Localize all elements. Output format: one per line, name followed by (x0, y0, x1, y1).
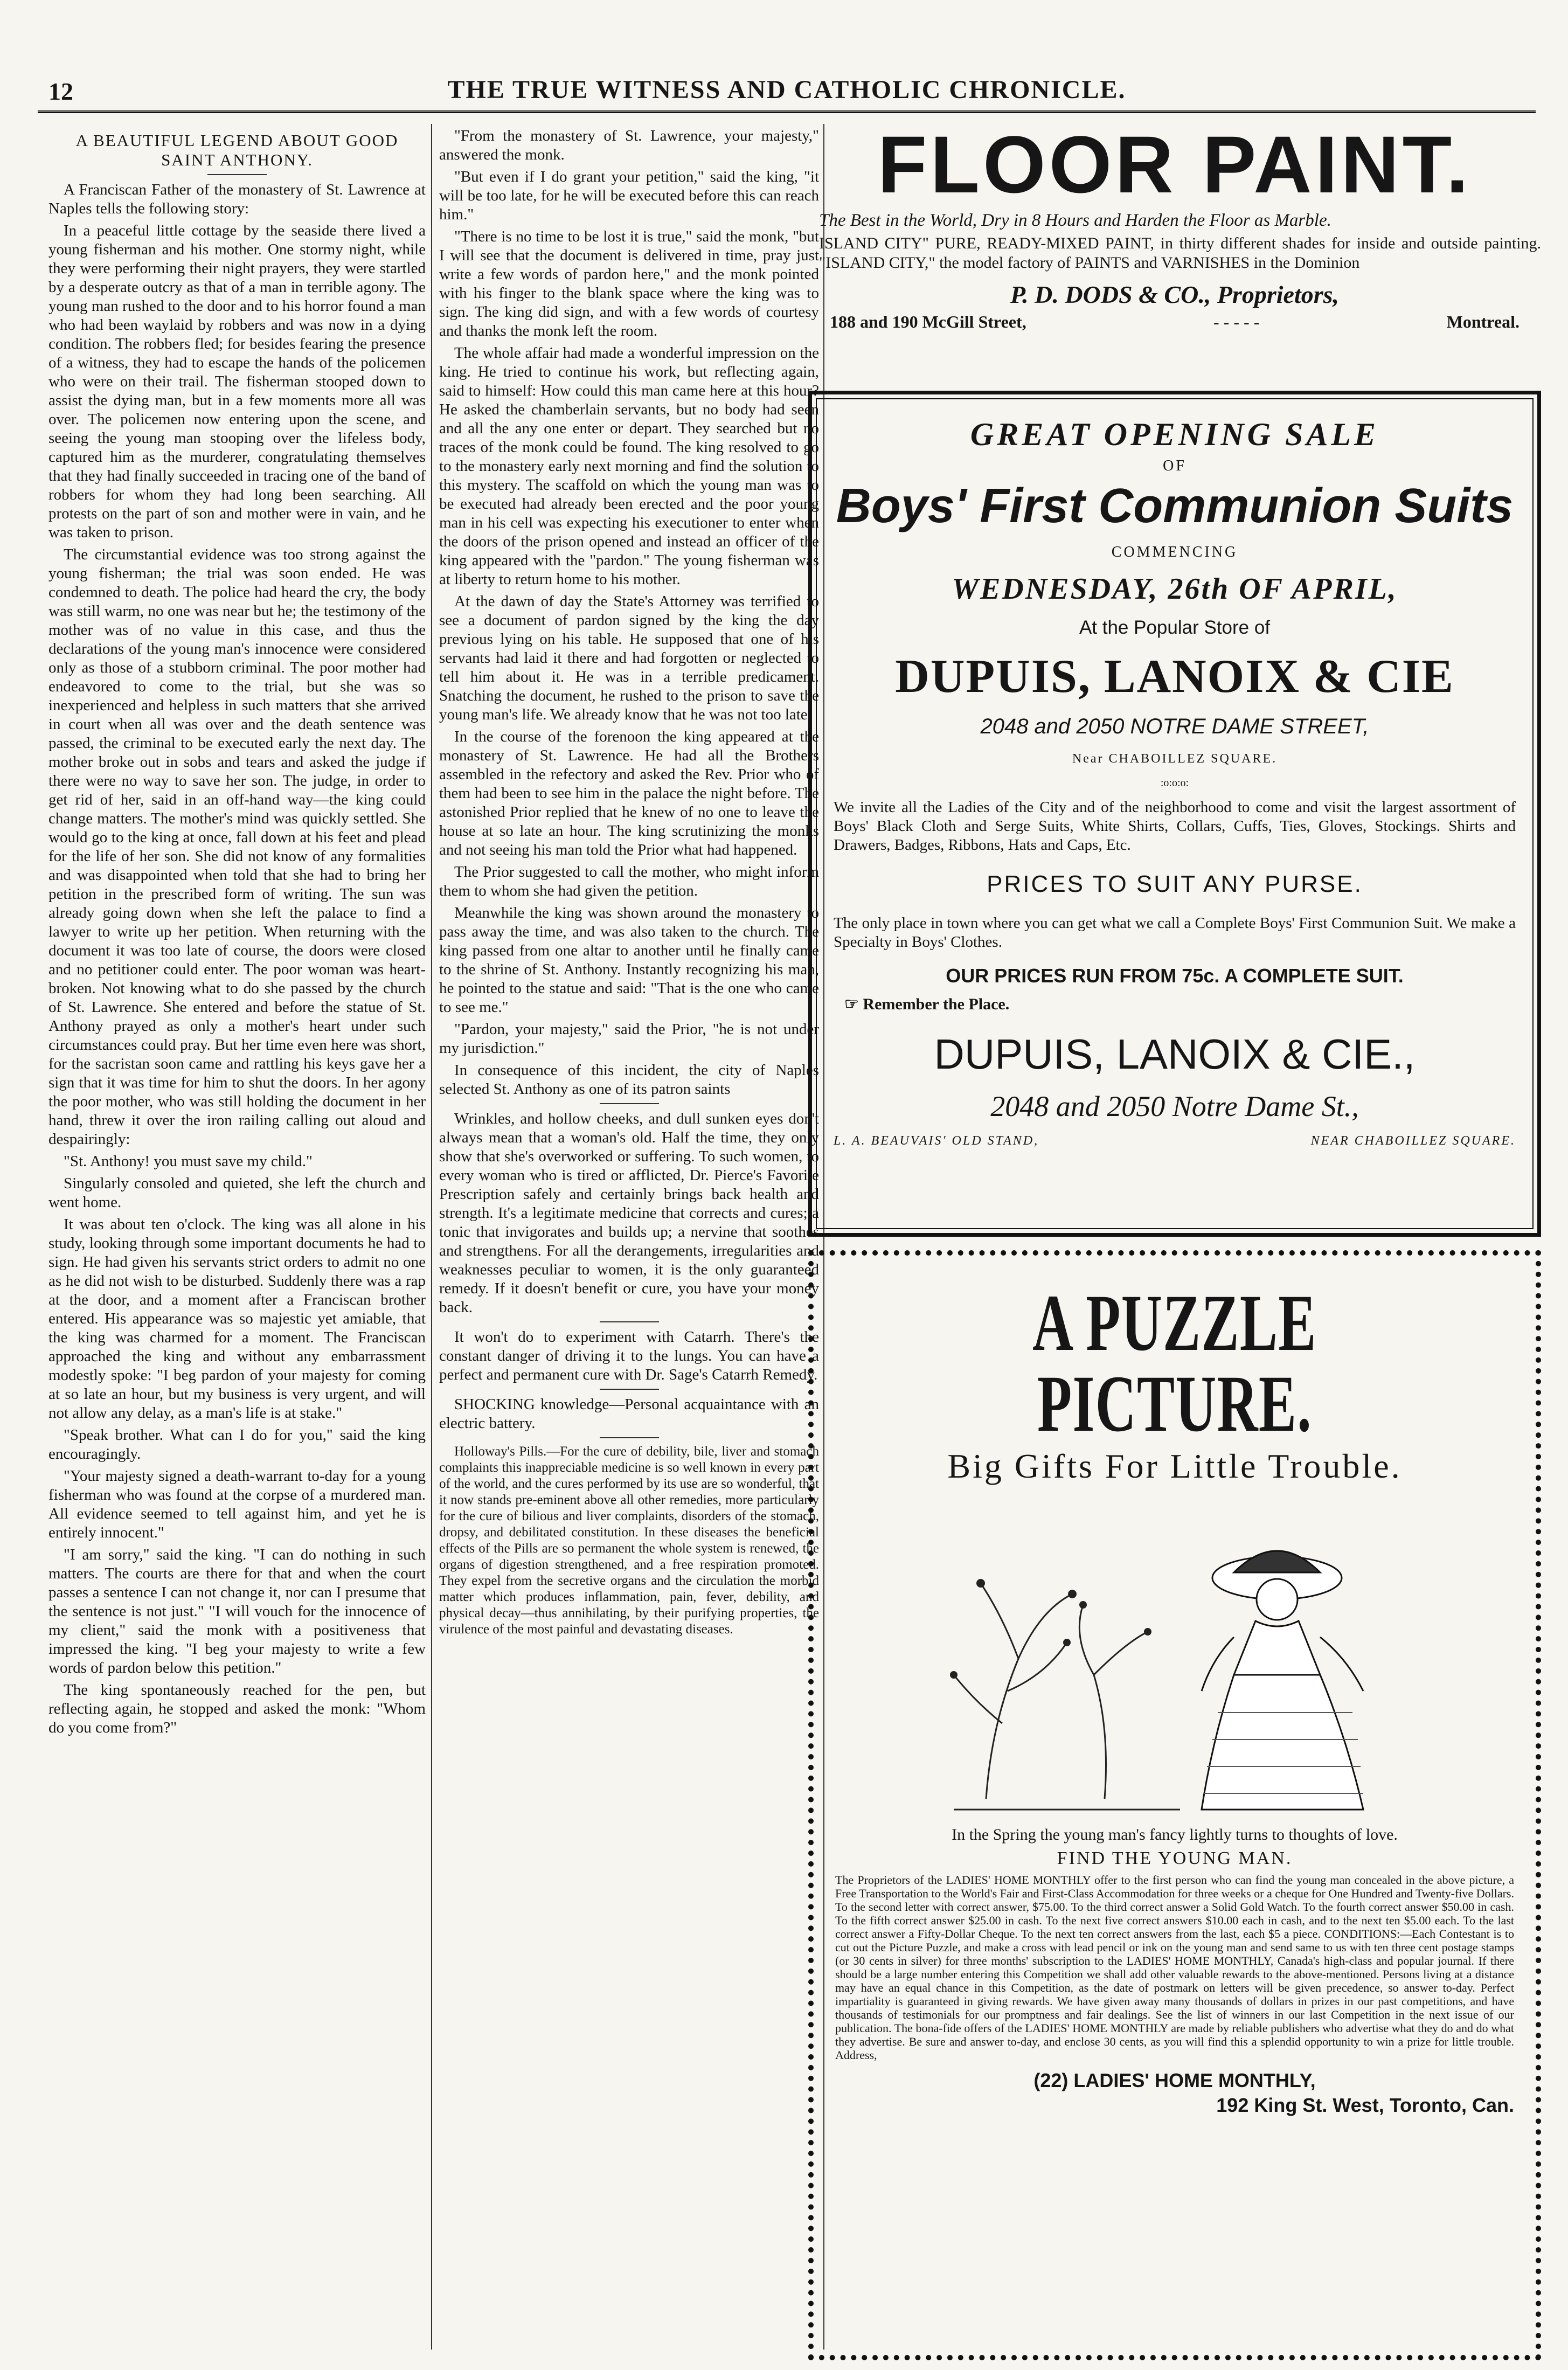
puzzle-find: FIND THE YOUNG MAN. (1057, 1848, 1293, 1868)
floor-paint-proprietors: P. D. DODS & CO., Proprietors, (1010, 281, 1339, 308)
puzzle-address: 192 King St. West, Toronto, Can. (1216, 2094, 1514, 2116)
floor-paint-address: 188 and 190 McGill Street, (830, 312, 1026, 331)
sale-store-line: At the Popular Store of (1079, 617, 1271, 638)
paragraph: "I am sorry," said the king. "I can do nothing in such matters. The courts are there for that and when the court passes a sentence I can not change it, nor can I presume that the sentence is not just." "I will vouch for the innocence of my client," said the monk with a positiveness that impressed the king. "I beg your majesty to write a few words of pardon below this petition." (48, 1546, 426, 1676)
holloway-ad: Holloway's Pills.—For the cure of debility, bile, liver and stomach complaints this inappreciable medicine is so well known in every part of the world, and the cures performed by its use are so wonderful, that it now stands pre-eminent above all other remedies, more particularly for the cure of bilious and liver complaints, disorders of the stomach, dropsy, and debilitated constitution. In these diseases the beneficial effects of the Pills are so permanent the whole system is renewed, the organs of digestion strengthened, and a free respiration promoted. They expel from the secretive organs and the circulation the morbid matter which produces inflammation, pain, fever, debility, and physical decay—thus annihilating, by their purifying properties, the virulence of the most painful and devastating diseases. (439, 1444, 819, 1637)
sale-footer (834, 1134, 1516, 1148)
paragraph: A Franciscan Father of the monastery of St. Lawrence at Naples tells the following story: (48, 181, 426, 217)
divider (207, 174, 267, 175)
sale-firm: DUPUIS, LANOIX & CIE (895, 650, 1454, 703)
sale-date: WEDNESDAY, 26th OF APRIL, (952, 572, 1398, 606)
page-header (38, 73, 1536, 113)
floor-paint-city: Montreal. (1446, 312, 1520, 331)
paragraph: "There is no time to be lost it is true," said the monk, "but I will see that the document is delivered in time, pray just write a few words of pardon here," and the monk pointed with his finger to the blank space where the king was to sign. The king did sign, and with a few words of courtesy and thanks the monk left the room. (439, 228, 819, 339)
sale-foot-left: L. A. BEAUVAIS' OLD STAND, (834, 1134, 1039, 1148)
paragraph: "Speak brother. What can I do for you," said the king encouragingly. (48, 1426, 426, 1463)
paragraph: In the course of the forenoon the king appeared at the monastery of St. Lawrence. He had all the Brothers assembled in the refectory and asked the Rev. Prior who of them had been to see him in the palace the night before. The astonished Prior replied that he knew of no one to leave the house at so late an hour. The king scrutinizing the monks and not seeing his man told the Prior what had happened. (439, 728, 819, 858)
pierce-ad: Wrinkles, and hollow cheeks, and dull sunken eyes don't always mean that a woman's old. Half the time, they only show that she's overworked or suffering. To such women, to every woman who is tired or afflicted, Dr. Pierce's Favorite Prescription safely and certainly brings back health and strength. It's a legitimate medicine that corrects and cures; a tonic that invigorates and builds up; a nervine that soothes and strengthens. For all the derangements, irregularities and weaknesses peculiar to women, it is the only guaranteed remedy. If it doesn't benefit or cure, you have your money back. (439, 1110, 819, 1316)
divider (600, 1389, 659, 1390)
puzzle-subtitle: Big Gifts For Little Trouble. (947, 1447, 1402, 1485)
sale-commencing: COMMENCING (1111, 544, 1238, 560)
puzzle-body: The Proprietors of the LADIES' HOME MONTHLY offer to the first person who can find the young man concealed in the above picture, a Free Transportation to the World's Fair and First-Class Accommodation for three weeks or a cheque for One Hundred and Twenty-five Dollars. To the second letter with correct answer, $75.00. To the third correct answer a Solid Gold Watch. To the fourth correct answer $50.00 in cash. To the fifth correct answer $25.00 in cash. To the next five correct answers $10.00 each in cash, and to the next ten $5.00 each. To the last correct answer a Fifty-Dollar Cheque. To the next ten correct answers from the last, each $5 a piece. CONDITIONS:—Each Contestant is to cut out the Picture Puzzle, and make a cross with lead pencil or ink on the young man and send same to us with ten three cent postage stamps (or 30 cents in silver) for three months' subscription to the LADIES' HOME MONTHLY, Canada's high-class and popular journal. If there should be a large number entering this Competition we shall add other valuable rewards to the above-mentioned. Persons living at a distance may have an equal chance in this Competition, as the date of postmark on letters will be given precedence, so answer to-day. Perfect impartiality is guaranteed in giving rewards. We have given away many thousands of dollars in prizes in our past competitions, and have thousands of testimonials for our promptness and fair dealings. See the list of winners in our last Competition in the next issue of our publication. The bona-fide offers of the LADIES' HOME MONTHLY are made by reliable publishers who advertise what they do and do what they advertise. Be sure and answer to-day, and enclose 30 cents, as you will find this a splendid opportunity to win a prize for little trouble. Address, (835, 1873, 1514, 2062)
sale-near: Near CHABOILLEZ SQUARE. (1072, 752, 1278, 766)
sale-price-range: OUR PRICES RUN FROM 75c. A COMPLETE SUIT. (946, 965, 1404, 987)
paragraph: The king spontaneously reached for the pen, but reflecting again, he stopped and asked the monk: "Whom do you come from?" (48, 1681, 426, 1736)
paragraph: "From the monastery of St. Lawrence, your majesty," answered the monk. (439, 127, 819, 163)
floor-paint-address-line (830, 312, 1520, 332)
sale-body-2: The only place in town where you can get what we call a Complete Boys' First Communion Suit. We make a Specialty in Boys' Clothes. (834, 914, 1516, 951)
article-column-1 (48, 127, 426, 2358)
great-opening-sale-ad (808, 391, 1541, 1237)
masthead: THE TRUE WITNESS AND CATHOLIC CHRONICLE. (447, 75, 1126, 104)
sale-item: Boys' First Communion Suits (836, 479, 1514, 533)
paragraph: The Prior suggested to call the mother, who might inform them to whom she had given the petition. (439, 863, 819, 899)
shocking-note: SHOCKING knowledge—Personal acquaintance with an electric battery. (439, 1396, 819, 1432)
puzzle-illustration (932, 1497, 1417, 1820)
paragraph: It was about ten o'clock. The king was all alone in his study, looking through some important documents he had to sign. He had given his servants strict orders to admit no one as he did not wish to be disturbed. Suddenly there was a rap at the door, and a moment after a Franciscan brother entered. His appearance was so majestic yet amiable, that the king was charmed for a moment. The Franciscan approached the king and without any embarrassment modestly spoke: "I beg pardon of your majesty for coming at so late an hour, but my business is very urgent, and will not allow any delay, as a man's life is at stake." (48, 1216, 426, 1422)
sale-heading: GREAT OPENING SALE (970, 417, 1379, 452)
paragraph: "But even if I do grant your petition," said the king, "it will be too late, for he will be executed before this can reach him." (439, 168, 819, 223)
floor-paint-ad (808, 121, 1541, 385)
puzzle-picture-ad (808, 1250, 1541, 2360)
sale-firm-2: DUPUIS, LANOIX & CIE., (934, 1030, 1416, 1078)
article-headline: A BEAUTIFUL LEGEND ABOUT GOOD SAINT ANTHONY. (75, 131, 399, 169)
sale-remember-text: Remember the Place. (863, 995, 1010, 1013)
sale-remember (844, 995, 1516, 1014)
divider (600, 1321, 659, 1322)
sale-street-2: 2048 and 2050 Notre Dame St., (990, 1090, 1359, 1122)
paragraph: "St. Anthony! you must save my child." (64, 1153, 313, 1170)
paragraph: The circumstantial evidence was too strong against the young fisherman; the trial was soon ended. He was condemned to death. The police had heard the cry, the body was still warm, no one was near but he; the testimony of the mother was of no value in this case, and thus the declarations of the young man's innocence were considered only as those of a stubborn criminal. The poor mother had endeavored to come to the trial, but she was so inexperienced and helpless in such matters that she arrived in court when all was over and the death sentence was passed, the criminal to be executed early the next day. The mother broke out in sobs and tears and asked the judge if there were no way to save her son. The judge, in order to get rid of her, said in an off-hand way—the king could change matters. The mother's mind was quickly settled. She would go to the king at once, fall down at his feet and plead for the life of her son. She did not know of any formalities and was disappointed when told that she had to bring her petition in the prescribed form of writing. The sun was already going down when she left the palace to find a lawyer to write up her petition. When returning with the document it was too late of course, the doors were closed and no petitioner could enter. The poor woman was heart-broken. Not knowing what to do she passed by the church of St. Lawrence. She entered and before the statue of St. Anthony prayed as only a mother's heart under such circumstances could pray. But her time even here was short, for the sacristan soon came and rattling his keys gave her a sign that it was time for him to shut the doors. In her agony the poor mother, who was still holding the document in her hand, threw it over the iron railing calling out aloud and despairingly: (48, 546, 426, 1148)
floor-paint-body: ISLAND CITY" PURE, READY-MIXED PAINT, in thirty different shades for inside and outside painting. "ISLAND CITY," the model factory of PAINTS and VARNISHES in the Dominion (819, 234, 1541, 272)
divider (600, 1103, 659, 1104)
page-number: 12 (48, 78, 73, 105)
paragraph: "Pardon, your majesty," said the Prior, "he is not under my jurisdiction." (439, 1021, 819, 1057)
puzzle-caption: In the Spring the young man's fancy lightly turns to thoughts of love. (952, 1826, 1398, 1844)
paragraph: Meanwhile the king was shown around the monastery to pass away the time, and was also taken to the church. The king passed from one altar to another until he finally came to the shrine of St. Anthony. Instantly recognizing his man, he pointed to the statue and said: "That is the one who came to see me." (439, 904, 819, 1016)
puzzle-title: A PUZZLE PICTURE. (1032, 1278, 1317, 1449)
divider (600, 1437, 659, 1438)
sale-foot-right: NEAR CHABOILLEZ SQUARE. (1310, 1134, 1516, 1148)
paragraph: At the dawn of day the State's Attorney was terrified to see a document of pardon signed by the king the day previous lying on his table. He supposed that one of his servants had laid it there and had forgotten or neglected to tell him about it. He was in a terrible predicament. Snatching the document, he rushed to the prison to save the young man's life. We already know that he was not too late. (439, 593, 819, 723)
sale-body: We invite all the Ladies of the City and of the neighborhood to come and visit the largest assortment of Boys' Black Cloth and Serge Suits, White Shirts, Collars, Cuffs, Ties, Gloves, Stockings. Shirts and Drawers, Badges, Ribbons, Hats and Caps, Etc. (834, 799, 1516, 854)
floor-paint-dashes: - - - - - (1213, 312, 1260, 331)
sale-prices: PRICES TO SUIT ANY PURSE. (987, 871, 1363, 897)
paragraph: Singularly consoled and quieted, she left the church and went home. (48, 1175, 426, 1211)
column-rule (431, 124, 432, 2350)
paragraph: "Your majesty signed a death-warrant to-day for a young fisherman who was found at the corpse of a murdered man. All evidence seemed to tell against him, and yet he is entirely innocent." (48, 1467, 426, 1541)
pointing-hand-icon: ☞ (844, 995, 863, 1013)
sale-street: 2048 and 2050 NOTRE DAME STREET, (980, 715, 1369, 738)
floor-paint-tagline: The Best in the World, Dry in 8 Hours and Harden the Floor as Marble. (819, 211, 1331, 230)
puzzle-publisher: (22) LADIES' HOME MONTHLY, (1033, 2069, 1316, 2091)
article-column-2 (439, 127, 819, 2358)
paragraph: The whole affair had made a wonderful impression on the king. He tried to continue his work, but reflecting again, said to himself: How could this man came here at this hour? He asked the chamberlain servants, but no body had seen and all the any one enter or depart. They searched but no traces of the monk could be found. The king resolved to go to the monastery early next morning and find the solution to this mystery. The scaffold on which the young man was to be executed had already been erected and the poor young man in his cell was expecting his executioner to enter when the doors of the prison opened and instead an officer of the king appeared with the "pardon." The young fisherman was at liberty to return home to his mother. (439, 344, 819, 588)
sale-divider: :o:o:o: (1160, 777, 1189, 789)
catarrh-ad: It won't do to experiment with Catarrh. There's the constant danger of driving it to the lungs. You can have a perfect and permanent cure with Dr. Sage's Catarrh Remedy. (439, 1328, 819, 1383)
floor-paint-title: FLOOR PAINT. (877, 119, 1472, 210)
sale-of: OF (1163, 458, 1187, 474)
paragraph: In a peaceful little cottage by the seaside there lived a young fisherman and his mother. One stormy night, while they were performing their night prayers, they were startled by a desperate outcry as that of a man in terrible agony. The young man rushed to the door and to his horror found a man who had been waylaid by robbers and was now in a dying condition. The robbers fled; for besides fearing the presence of a witness, they had to escape the hands of the policemen who were on their trail. The fisherman stooped down to assist the dying man, but in a few moments more all was over. The policemen now entering upon the scene, and seeing the young man stooping over the lifeless body, captured him as the murderer, congratulating themselves that they had finally succeeded in tracing one of the band of robbers for whom they had long been searching. All protests on the part of son and mother were in vain, and he was taken to prison. (48, 222, 426, 541)
paragraph: In consequence of this incident, the city of Naples selected St. Anthony as one of its patron saints (439, 1062, 819, 1098)
